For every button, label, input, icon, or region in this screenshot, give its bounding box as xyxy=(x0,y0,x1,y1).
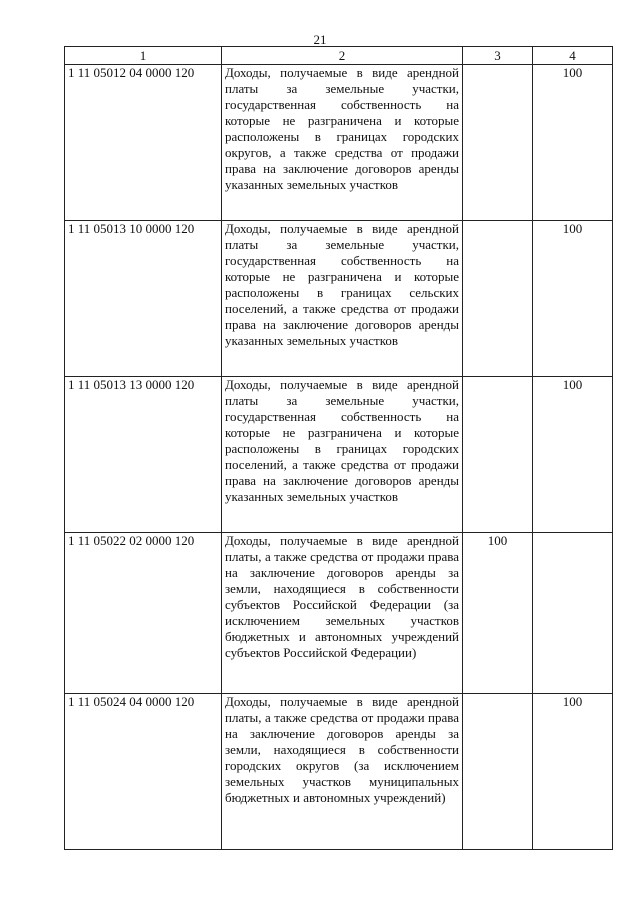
value-cell-col3 xyxy=(463,65,533,221)
value-cell-col3 xyxy=(463,694,533,850)
value-cell-col4: 100 xyxy=(533,694,613,850)
value-cell-col3 xyxy=(463,221,533,377)
description-cell: Доходы, получаемые в виде арендной платы за земельные участки, государственная собственность на которые не разграничена и которые расположены в границах сельских поселений, а также средства от продажи права на заключение договоров аренды указанных земельных участков xyxy=(222,221,463,377)
table-row xyxy=(65,533,613,694)
column-header-4: 4 xyxy=(533,47,613,65)
value-cell-col4: 100 xyxy=(533,377,613,533)
budget-code-cell: 1 11 05013 13 0000 120 xyxy=(65,377,222,533)
table-row xyxy=(65,694,613,850)
description-cell: Доходы, получаемые в виде арендной платы за земельные участки, государственная собственность на которые не разграничена и которые расположены в границах городских округов, а также средства от продажи права на заключение договоров аренды указанных земельных участков xyxy=(222,65,463,221)
value-cell-col4 xyxy=(533,533,613,694)
revenue-table xyxy=(64,46,613,850)
table-row xyxy=(65,221,613,377)
budget-code-cell: 1 11 05024 04 0000 120 xyxy=(65,694,222,850)
table-row xyxy=(65,377,613,533)
description-cell: Доходы, получаемые в виде арендной платы за земельные участки, государственная собственность на которые не разграничена и которые расположены в границах городских поселений, а также средства от продажи права на заключение договоров аренды указанных земельных участков xyxy=(222,377,463,533)
value-cell-col4: 100 xyxy=(533,65,613,221)
description-cell: Доходы, получаемые в виде арендной платы, а также средства от продажи права на заключение договоров аренды за земли, находящиеся в собственности городских округов (за исключением земельных участков муниципальных бюджетных и автономных учреждений) xyxy=(222,694,463,850)
page-number: 21 xyxy=(313,32,327,47)
column-header-3: 3 xyxy=(463,47,533,65)
table-header-row xyxy=(65,47,613,65)
value-cell-col3 xyxy=(463,377,533,533)
description-cell: Доходы, получаемые в виде арендной платы, а также средства от продажи права на заключение договоров аренды за земли, находящиеся в собственности субъектов Российской Федерации (за исключением земельных участков бюджетных и автономных учреждений субъектов Российской Федерации) xyxy=(222,533,463,694)
budget-code-cell: 1 11 05012 04 0000 120 xyxy=(65,65,222,221)
value-cell-col4: 100 xyxy=(533,221,613,377)
table-row xyxy=(65,65,613,221)
budget-code-cell: 1 11 05022 02 0000 120 xyxy=(65,533,222,694)
budget-code-cell: 1 11 05013 10 0000 120 xyxy=(65,221,222,377)
column-header-1: 1 xyxy=(65,47,222,65)
column-header-2: 2 xyxy=(222,47,463,65)
value-cell-col3: 100 xyxy=(463,533,533,694)
